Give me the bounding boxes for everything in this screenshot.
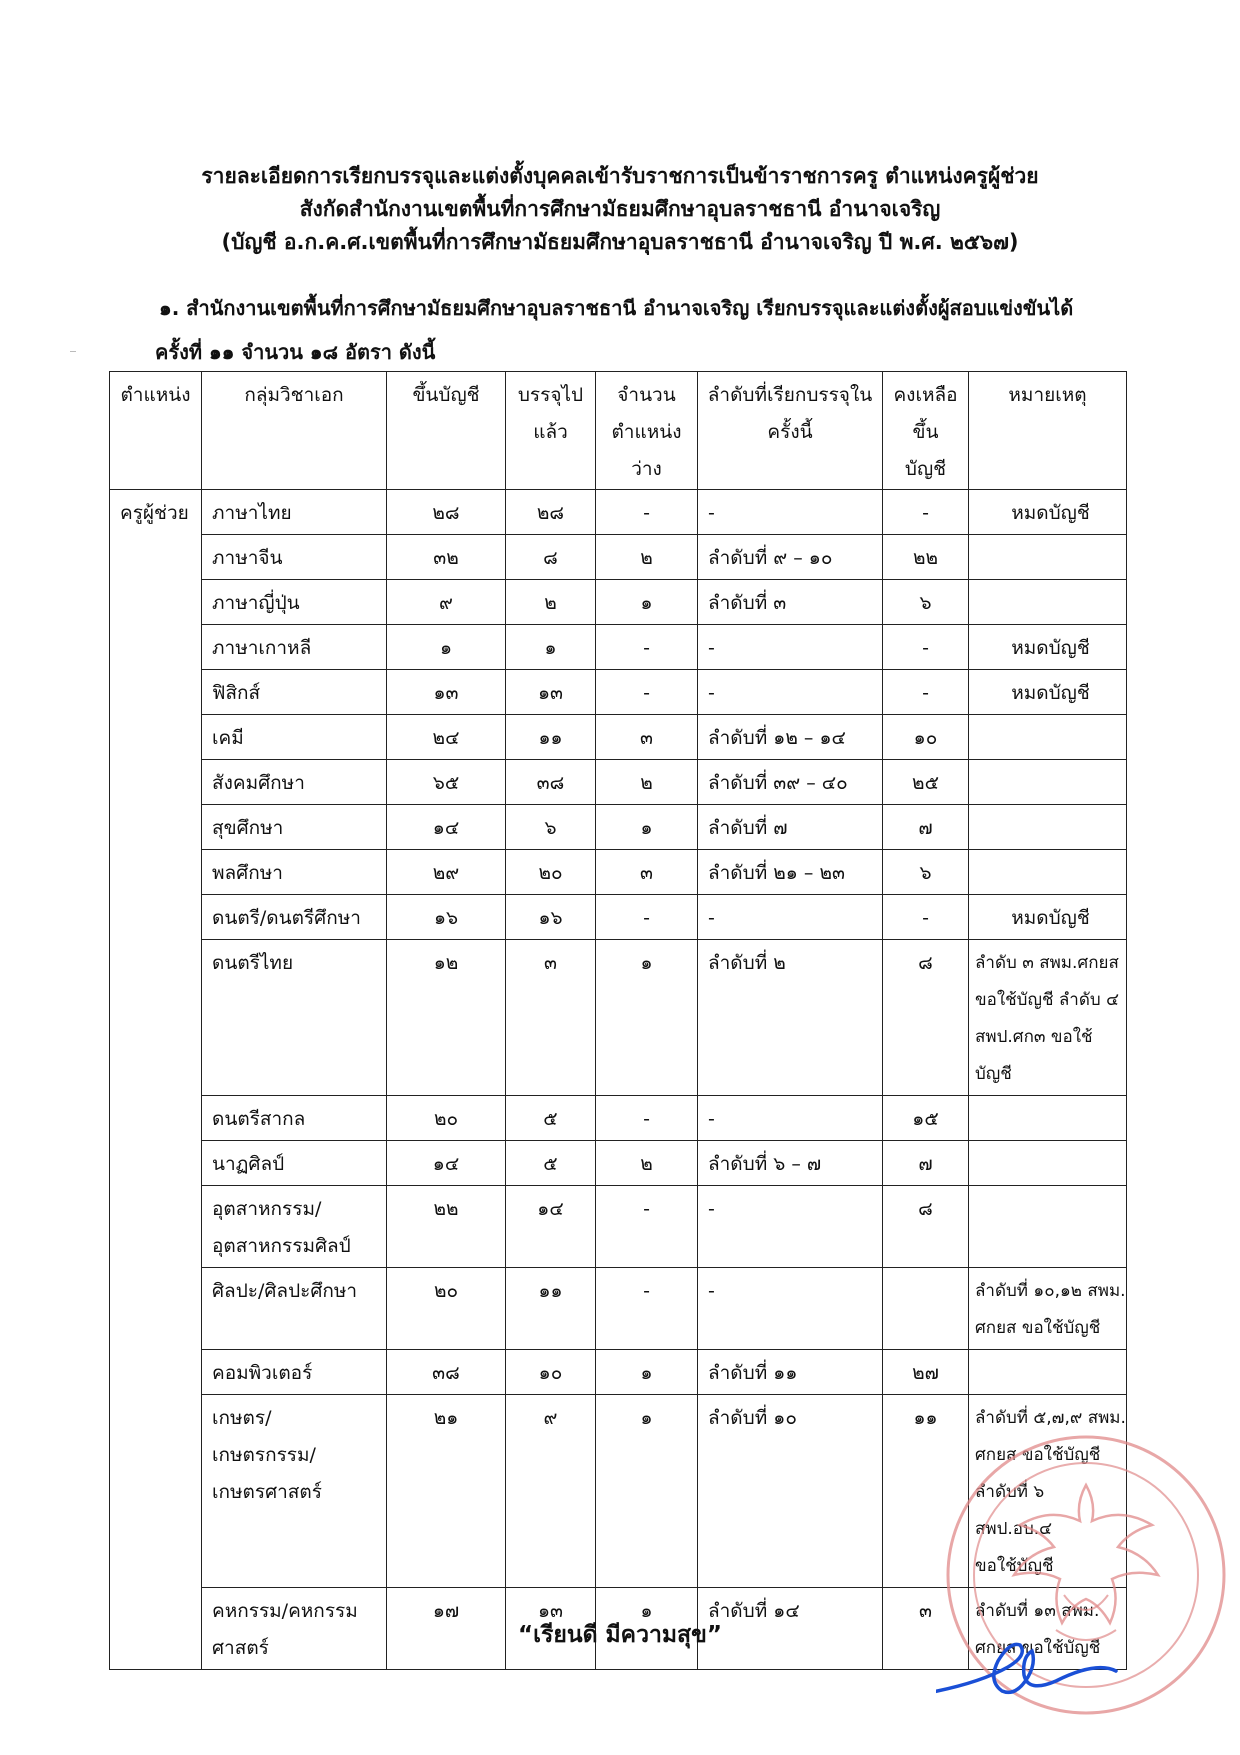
table-row xyxy=(110,1141,1127,1186)
table-row xyxy=(110,940,1127,1096)
order-cell: - xyxy=(698,1186,883,1268)
subject-cell xyxy=(202,1268,387,1350)
note-cell xyxy=(969,1268,1127,1350)
vacant-cell: - xyxy=(596,670,698,715)
header-position: ตำแหน่ง xyxy=(110,372,202,490)
subject-cell xyxy=(202,895,387,940)
note-cell xyxy=(969,1141,1127,1186)
listed-cell: ๖๕ xyxy=(387,760,506,805)
heading-line-1: รายละเอียดการเรียกบรรจุและแต่งตั้งบุคคลเข้ารับราชการเป็นข้าราชการครู ตำแหน่งครูผู้ช่วย xyxy=(201,164,1039,188)
order-cell: - xyxy=(698,1096,883,1141)
header-vacant: จำนวน ตำแหน่ง ว่าง xyxy=(596,372,698,490)
vacant-cell: ๑ xyxy=(596,580,698,625)
remaining-cell: - xyxy=(883,895,969,940)
document-heading xyxy=(120,160,1120,259)
order-cell: ลำดับที่ ๑๐ xyxy=(698,1395,883,1588)
listed-cell: ๙ xyxy=(387,580,506,625)
subject-cell xyxy=(202,850,387,895)
subject-line: ดนตรีสากล xyxy=(212,1108,306,1130)
vacant-cell: ๑ xyxy=(596,1588,698,1670)
listed-cell: ๒๐ xyxy=(387,1268,506,1350)
subject-cell xyxy=(202,805,387,850)
appointed-cell: ๕ xyxy=(506,1096,596,1141)
subject-cell xyxy=(202,940,387,1096)
listed-cell: ๒๙ xyxy=(387,850,506,895)
note-cell xyxy=(969,850,1127,895)
remaining-cell: ๖ xyxy=(883,850,969,895)
subject-line: เกษตร/ xyxy=(212,1407,272,1429)
remaining-cell: ๓ xyxy=(883,1588,969,1670)
note-line: ศกยส ขอใช้บัญชี xyxy=(975,1445,1101,1465)
vacant-cell: - xyxy=(596,1096,698,1141)
note-line: ขอใช้บัญชี ลำดับ ๔ xyxy=(975,990,1119,1010)
table-row xyxy=(110,535,1127,580)
table-row xyxy=(110,1268,1127,1350)
subject-cell xyxy=(202,715,387,760)
remaining-cell: - xyxy=(883,625,969,670)
appointed-cell: ๑ xyxy=(506,625,596,670)
header-listed: ขึ้นบัญชี xyxy=(387,372,506,490)
appointed-cell: ๘ xyxy=(506,535,596,580)
vacant-cell: ๒ xyxy=(596,760,698,805)
subject-cell xyxy=(202,1350,387,1395)
header-appointed: บรรจุไป แล้ว xyxy=(506,372,596,490)
vacant-cell: - xyxy=(596,625,698,670)
remaining-cell xyxy=(883,1268,969,1350)
appointed-cell: ๒ xyxy=(506,580,596,625)
vacant-cell: ๓ xyxy=(596,715,698,760)
note-line: หมดบัญชี xyxy=(1011,682,1090,704)
note-cell xyxy=(969,490,1127,535)
appointed-cell: ๒๘ xyxy=(506,490,596,535)
listed-cell: ๒๔ xyxy=(387,715,506,760)
subject-line: เกษตรกรรม/ xyxy=(212,1444,316,1466)
order-cell: - xyxy=(698,490,883,535)
intro-paragraph xyxy=(155,286,1115,374)
subject-line: ดนตรี/ดนตรีศึกษา xyxy=(212,907,361,929)
appointed-cell: ๑๓ xyxy=(506,670,596,715)
table-row xyxy=(110,670,1127,715)
table-header-row xyxy=(110,372,1127,490)
order-cell: ลำดับที่ ๓ xyxy=(698,580,883,625)
order-cell: - xyxy=(698,625,883,670)
order-cell: - xyxy=(698,895,883,940)
remaining-cell: - xyxy=(883,670,969,715)
intro-line-2: ครั้งที่ ๑๑ จำนวน ๑๘ อัตรา ดังนี้ xyxy=(155,340,436,364)
listed-cell: ๑๔ xyxy=(387,805,506,850)
remaining-cell: ๗ xyxy=(883,805,969,850)
note-line: หมดบัญชี xyxy=(1011,637,1090,659)
note-line: ศกยส ขอใช้บัญชี xyxy=(975,1638,1101,1658)
subject-line: เกษตรศาสตร์ xyxy=(212,1481,322,1503)
subject-line: ฟิสิกส์ xyxy=(212,682,261,704)
order-cell: ลำดับที่ ๖ – ๗ xyxy=(698,1141,883,1186)
vacant-cell: - xyxy=(596,490,698,535)
appointed-cell: ๑๑ xyxy=(506,715,596,760)
note-cell xyxy=(969,625,1127,670)
table-row xyxy=(110,490,1127,535)
table-row xyxy=(110,1096,1127,1141)
order-cell: ลำดับที่ ๗ xyxy=(698,805,883,850)
remaining-cell: ๗ xyxy=(883,1141,969,1186)
listed-cell: ๑๒ xyxy=(387,940,506,1096)
subject-line: อุตสาหกรรมศิลป์ xyxy=(212,1235,351,1257)
header-subject: กลุ่มวิชาเอก xyxy=(202,372,387,490)
appointed-cell: ๑๓ xyxy=(506,1588,596,1670)
table-row xyxy=(110,625,1127,670)
order-cell: ลำดับที่ ๒ xyxy=(698,940,883,1096)
table-row xyxy=(110,715,1127,760)
subject-cell xyxy=(202,1186,387,1268)
subject-line: สุขศึกษา xyxy=(212,817,284,839)
margin-mark xyxy=(70,351,76,352)
table-row xyxy=(110,1186,1127,1268)
subject-line: เคมี xyxy=(212,727,244,749)
vacant-cell: ๑ xyxy=(596,940,698,1096)
remaining-cell: ๒๒ xyxy=(883,535,969,580)
subject-line: ภาษาญี่ปุ่น xyxy=(212,592,300,614)
table-row xyxy=(110,1350,1127,1395)
note-cell xyxy=(969,895,1127,940)
listed-cell: ๒๘ xyxy=(387,490,506,535)
subject-line: ภาษาจีน xyxy=(212,547,283,569)
note-line: ลำดับที่ ๑๓ สพม. xyxy=(975,1601,1100,1621)
position-cell: ครูผู้ช่วย xyxy=(110,490,202,1670)
note-cell xyxy=(969,715,1127,760)
subject-line: พลศึกษา xyxy=(212,862,283,884)
vacant-cell: ๓ xyxy=(596,850,698,895)
subject-cell xyxy=(202,490,387,535)
listed-cell: ๑๓ xyxy=(387,670,506,715)
order-cell: ลำดับที่ ๑๒ – ๑๔ xyxy=(698,715,883,760)
remaining-cell: - xyxy=(883,490,969,535)
subject-line: คอมพิวเตอร์ xyxy=(212,1362,313,1384)
order-cell: ลำดับที่ ๑๑ xyxy=(698,1350,883,1395)
motto-footer: “เรียนดี มีความสุข” xyxy=(518,1622,722,1648)
remaining-cell: ๑๐ xyxy=(883,715,969,760)
note-cell xyxy=(969,670,1127,715)
listed-cell: ๒๑ xyxy=(387,1395,506,1588)
vacant-cell: - xyxy=(596,1186,698,1268)
vacant-cell: ๑ xyxy=(596,1395,698,1588)
note-line: ขอใช้บัญชี xyxy=(975,1556,1054,1576)
subject-cell xyxy=(202,1141,387,1186)
header-note: หมายเหตุ xyxy=(969,372,1127,490)
remaining-cell: ๒๗ xyxy=(883,1350,969,1395)
vacant-cell: ๑ xyxy=(596,1350,698,1395)
table-row xyxy=(110,895,1127,940)
note-cell xyxy=(969,1186,1127,1268)
note-line: หมดบัญชี xyxy=(1011,907,1090,929)
note-line: สพป.ศก๓ ขอใช้บัญชี xyxy=(975,1027,1093,1084)
listed-cell: ๒๒ xyxy=(387,1186,506,1268)
order-cell: ลำดับที่ ๙ – ๑๐ xyxy=(698,535,883,580)
note-line: ศกยส ขอใช้บัญชี xyxy=(975,1318,1101,1338)
note-cell xyxy=(969,580,1127,625)
appointed-cell: ๑๖ xyxy=(506,895,596,940)
subject-cell xyxy=(202,1096,387,1141)
note-cell xyxy=(969,805,1127,850)
subject-cell xyxy=(202,535,387,580)
appointed-cell: ๒๐ xyxy=(506,850,596,895)
appointed-cell: ๑๑ xyxy=(506,1268,596,1350)
remaining-cell: ๒๕ xyxy=(883,760,969,805)
listed-cell: ๓๒ xyxy=(387,535,506,580)
vacant-cell: - xyxy=(596,1268,698,1350)
appointed-cell: ๖ xyxy=(506,805,596,850)
note-cell xyxy=(969,1096,1127,1141)
listed-cell: ๑ xyxy=(387,625,506,670)
vacant-cell: ๑ xyxy=(596,805,698,850)
order-cell: ลำดับที่ ๑๔ xyxy=(698,1588,883,1670)
appointed-cell: ๓๘ xyxy=(506,760,596,805)
heading-line-3: (บัญชี อ.ก.ค.ศ.เขตพื้นที่การศึกษามัธยมศึกษาอุบลราชธานี อำนาจเจริญ ปี พ.ศ. ๒๕๖๗) xyxy=(221,230,1019,254)
subject-cell xyxy=(202,625,387,670)
remaining-cell: ๘ xyxy=(883,940,969,1096)
vacant-cell: ๒ xyxy=(596,535,698,580)
order-cell: ลำดับที่ ๓๙ – ๔๐ xyxy=(698,760,883,805)
intro-line-1: ๑. สำนักงานเขตพื้นที่การศึกษามัธยมศึกษาอุบลราชธานี อำนาจเจริญ เรียกบรรจุและแต่งตั้งผู้สอบแข่งขันได้ xyxy=(159,296,1074,320)
appointed-cell: ๑๐ xyxy=(506,1350,596,1395)
subject-line: คหกรรม/คหกรรม xyxy=(212,1600,358,1622)
subject-line: ภาษาไทย xyxy=(212,502,292,524)
remaining-cell: ๑๑ xyxy=(883,1395,969,1588)
remaining-cell: ๘ xyxy=(883,1186,969,1268)
appointed-cell: ๓ xyxy=(506,940,596,1096)
subject-line: ศิลปะ/ศิลปะศึกษา xyxy=(212,1280,358,1302)
header-remaining: คงเหลือ ขึ้น บัญชี xyxy=(883,372,969,490)
subject-line: อุตสาหกรรม/ xyxy=(212,1198,322,1220)
note-line: ลำดับ ๓ สพม.ศกยส xyxy=(975,953,1119,973)
table-row xyxy=(110,580,1127,625)
note-cell xyxy=(969,760,1127,805)
appointed-cell: ๕ xyxy=(506,1141,596,1186)
subject-line: ภาษาเกาหลี xyxy=(212,637,312,659)
note-line: ลำดับที่ ๖ สพป.อบ.๔ xyxy=(975,1482,1053,1539)
note-line: ลำดับที่ ๑๐,๑๒ สพม. xyxy=(975,1281,1126,1301)
subject-cell xyxy=(202,580,387,625)
listed-cell: ๑๖ xyxy=(387,895,506,940)
appointed-cell: ๑๔ xyxy=(506,1186,596,1268)
heading-line-2: สังกัดสำนักงานเขตพื้นที่การศึกษามัธยมศึกษาอุบลราชธานี อำนาจเจริญ xyxy=(299,197,941,221)
subject-cell xyxy=(202,760,387,805)
note-cell xyxy=(969,940,1127,1096)
table-row xyxy=(110,760,1127,805)
note-cell xyxy=(969,535,1127,580)
remaining-cell: ๑๕ xyxy=(883,1096,969,1141)
note-line: ลำดับที่ ๕,๗,๙ สพม. xyxy=(975,1408,1126,1428)
appointed-cell: ๙ xyxy=(506,1395,596,1588)
note-line: หมดบัญชี xyxy=(1011,502,1090,524)
listed-cell: ๒๐ xyxy=(387,1096,506,1141)
vacant-cell: ๒ xyxy=(596,1141,698,1186)
table-row xyxy=(110,805,1127,850)
subject-cell xyxy=(202,1395,387,1588)
vacant-cell: - xyxy=(596,895,698,940)
listed-cell: ๓๘ xyxy=(387,1350,506,1395)
order-cell: ลำดับที่ ๒๑ – ๒๓ xyxy=(698,850,883,895)
subject-line: นาฏศิลป์ xyxy=(212,1153,285,1175)
order-cell: - xyxy=(698,670,883,715)
subject-cell xyxy=(202,670,387,715)
table-row xyxy=(110,850,1127,895)
subject-line: ศาสตร์ xyxy=(212,1637,269,1659)
subject-line: ดนตรีไทย xyxy=(212,952,294,974)
garuda-seal-icon xyxy=(936,1425,1236,1725)
order-cell: - xyxy=(698,1268,883,1350)
note-cell xyxy=(969,1350,1127,1395)
remaining-cell: ๖ xyxy=(883,580,969,625)
subject-line: สังคมศึกษา xyxy=(212,772,305,794)
listed-cell: ๑๔ xyxy=(387,1141,506,1186)
header-order: ลำดับที่เรียกบรรจุใน ครั้งนี้ xyxy=(698,372,883,490)
listed-cell: ๑๗ xyxy=(387,1588,506,1670)
